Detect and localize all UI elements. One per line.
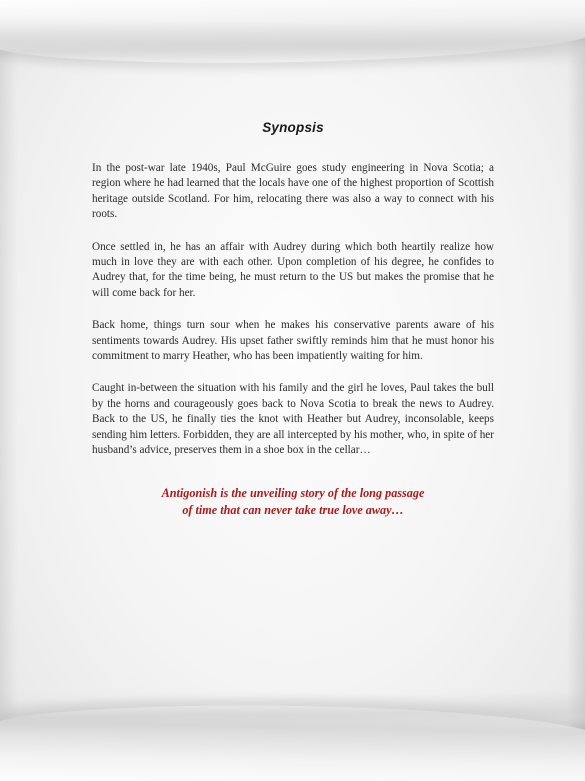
synopsis-title: Synopsis bbox=[262, 120, 324, 135]
paper-shadow-right bbox=[567, 0, 585, 781]
paragraph-2: Once settled in, he has an affair with Audrey during which both heartily realize how much in love they are with each other. Upon completion of his degree, he confides to Audrey that, for the time being, he must return to the US but makes the promise that he will come back for her. bbox=[92, 240, 494, 299]
paper-fold-bottom bbox=[0, 691, 585, 735]
tagline-line-1: Antigonish is the unveiling story of the long passage bbox=[161, 485, 425, 500]
paper-fold-top bbox=[0, 18, 585, 67]
paragraph-4: Caught in-between the situation with his family and the girl he loves, Paul takes the bull by the horns and courageously goes back to Nova Scotia to break the news to Audrey. Back to the US, he finally ties the knot with Heather but Audrey, inconsolable, keeps sending him letters. Forbidden, they are all intercepted by his mother, who, in spite of her husband’s advice, preserves them in a shoe box in the cellar… bbox=[92, 382, 494, 457]
paragraph-1: In the post-war late 1940s, Paul McGuire goes study engineering in Nova Scotia; a region where he had learned that the locals have one of the highest proportion of Scottish heritage outside Scotland. For him, relocating there was also a way to connect with his roots. bbox=[92, 162, 494, 221]
synopsis-content bbox=[92, 120, 494, 519]
paper-shadow-left bbox=[0, 0, 18, 781]
tagline bbox=[92, 485, 494, 519]
tagline-line-2: of time that can never take true love away… bbox=[182, 502, 404, 517]
paragraph-3: Back home, things turn sour when he makes his conservative parents aware of his sentiments towards Audrey. His upset father swiftly reminds him that he must honor his commitment to marry Heather, who has been impatiently waiting for him. bbox=[92, 319, 494, 363]
